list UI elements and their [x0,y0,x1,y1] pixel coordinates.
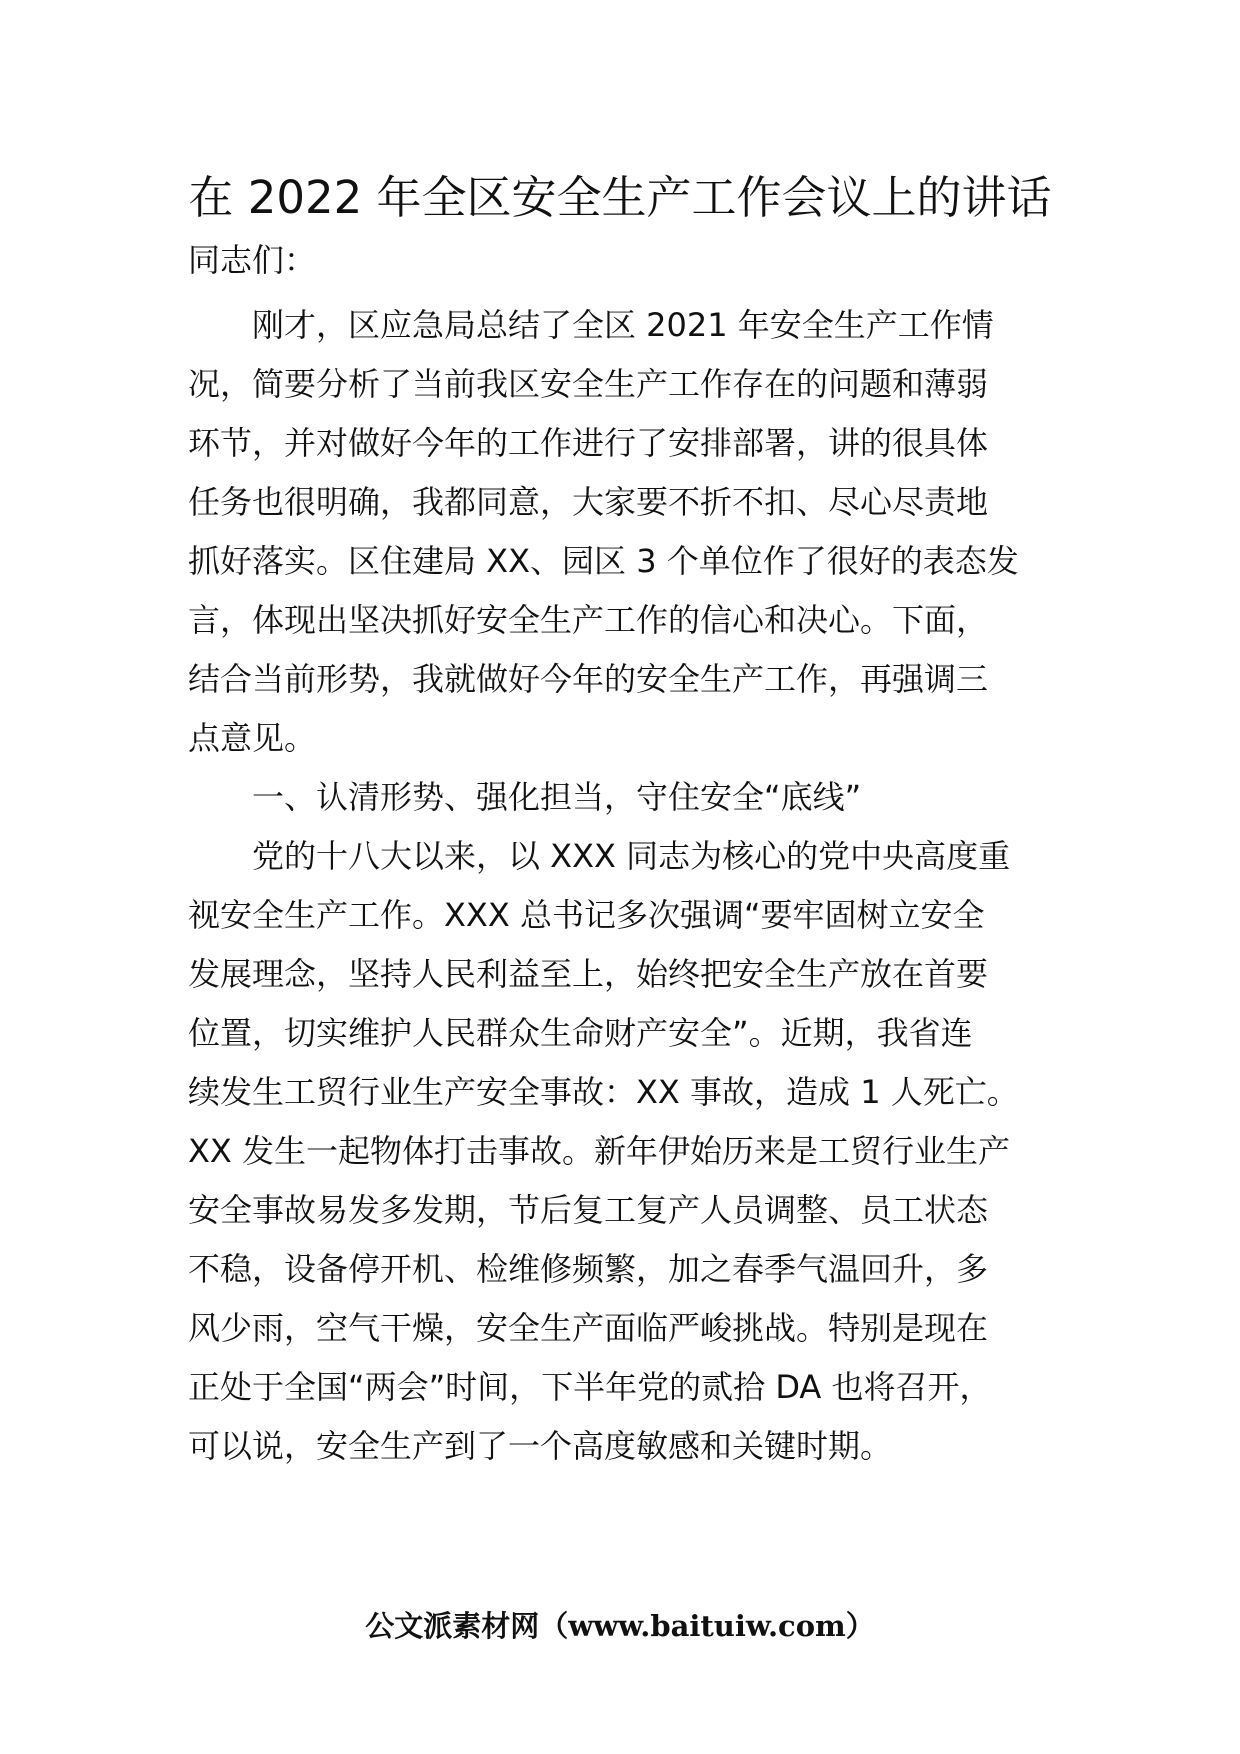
body-line: 安全事故易发多发期，节后复工复产人员调整、员工状态 [188,1191,989,1229]
body-line: 视安全生产工作。XXX 总书记多次强调“要牢固树立安全 [188,896,985,934]
body-line: 言，体现出坚决抓好安全生产工作的信心和决心。下面， [188,601,989,639]
body-line: 抓好落实。区住建局 XX、园区 3 个单位作了很好的表态发 [188,542,1019,580]
body-line: 不稳，设备停开机、检维修频繁，加之春季气温回升，多 [188,1250,989,1288]
footer-watermark: 公文派素材网（www.baituiw.com） [365,1609,875,1643]
body-line: 况，简要分析了当前我区安全生产工作存在的问题和薄弱 [188,365,989,403]
body-line: 发展理念，坚持人民利益至上，始终把安全生产放在首要 [188,955,989,993]
body-line: 可以说，安全生产到了一个高度敏感和关键时期。 [188,1427,893,1465]
body-line: 位置，切实维护人民群众生命财产安全”。近期，我省连 [188,1014,973,1052]
body-line: XX 发生一起物体打击事故。新年伊始历来是工贸行业生产 [188,1132,1011,1170]
body-line: 风少雨，空气干燥，安全生产面临严峻挑战。特别是现在 [188,1309,989,1347]
body-line: 正处于全国“两会”时间，下半年党的贰拾 DA 也将召开， [188,1368,992,1406]
document-title: 在 2022 年全区安全生产工作会议上的讲话 [188,171,1052,224]
body-line: 刚才，区应急局总结了全区 2021 年安全生产工作情 [220,306,994,344]
body-line: 续发生工贸行业生产安全事故：XX 事故，造成 1 人死亡。 [188,1073,1019,1111]
body-line: 点意见。 [188,719,317,757]
body-line: 结合当前形势，我就做好今年的安全生产工作，再强调三 [188,660,989,698]
section-heading: 一、认清形势、强化担当，守住安全“底线” [252,778,862,816]
body-line: 任务也很明确，我都同意，大家要不折不扣、尽心尽责地 [188,483,989,521]
body-line: 环节，并对做好今年的工作进行了安排部署，讲的很具体 [188,424,989,462]
salutation: 同志们： [188,241,317,279]
body-line: 党的十八大以来，以 XXX 同志为核心的党中央高度重 [252,837,1011,875]
